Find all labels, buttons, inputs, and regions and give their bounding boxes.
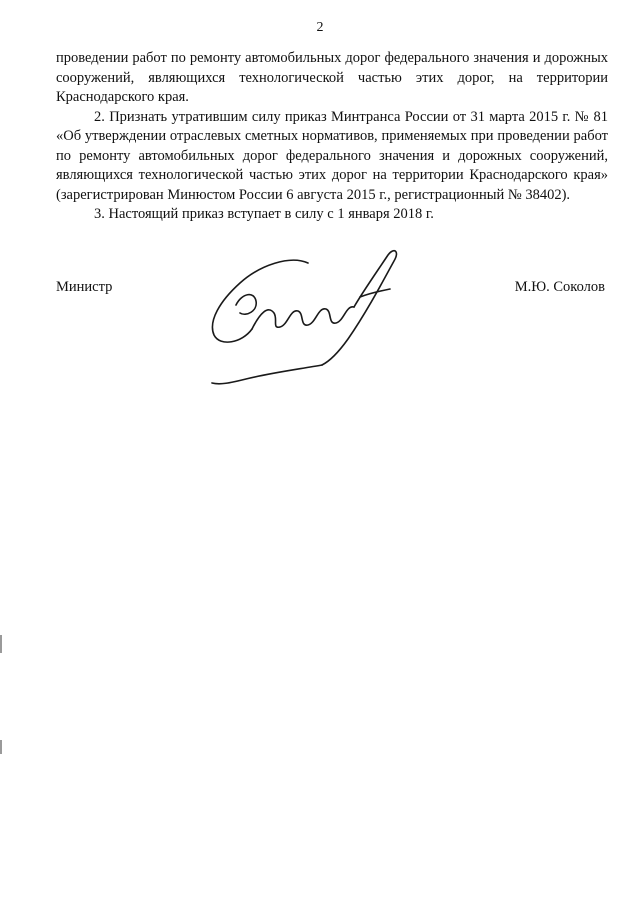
paragraph-item-3: 3. Настоящий приказ вступает в силу с 1 января 2018 г.	[94, 206, 434, 222]
scan-edge-mark	[0, 635, 2, 653]
paragraph-item-2: 2. Признать утратившим силу приказ Минтранса России от 31 марта 2015 г. № 81 «Об утверждении отраслевых сметных нормативов, применяемых при проведении работ по ремонту автомобильных дорог федерального значения и дорожных сооружений, являющихся технологической частью этих дорог на территории Краснодарского края» (зарегистрирован Минюстом России 6 августа 2015 г., регистрационный № 38402).	[56, 108, 608, 203]
signatory-name: М.Ю. Соколов	[514, 279, 605, 295]
scan-edge-mark	[0, 740, 2, 754]
paragraph-continuation: проведении работ по ремонту автомобильных дорог федерального значения и дорожных сооружений, являющихся технологической частью этих дорог, на территории Краснодарского края.	[56, 50, 608, 105]
page-number: 2	[316, 20, 324, 35]
signatory-title: Министр	[56, 279, 113, 295]
document-body	[56, 49, 608, 225]
signature-image	[190, 243, 420, 388]
